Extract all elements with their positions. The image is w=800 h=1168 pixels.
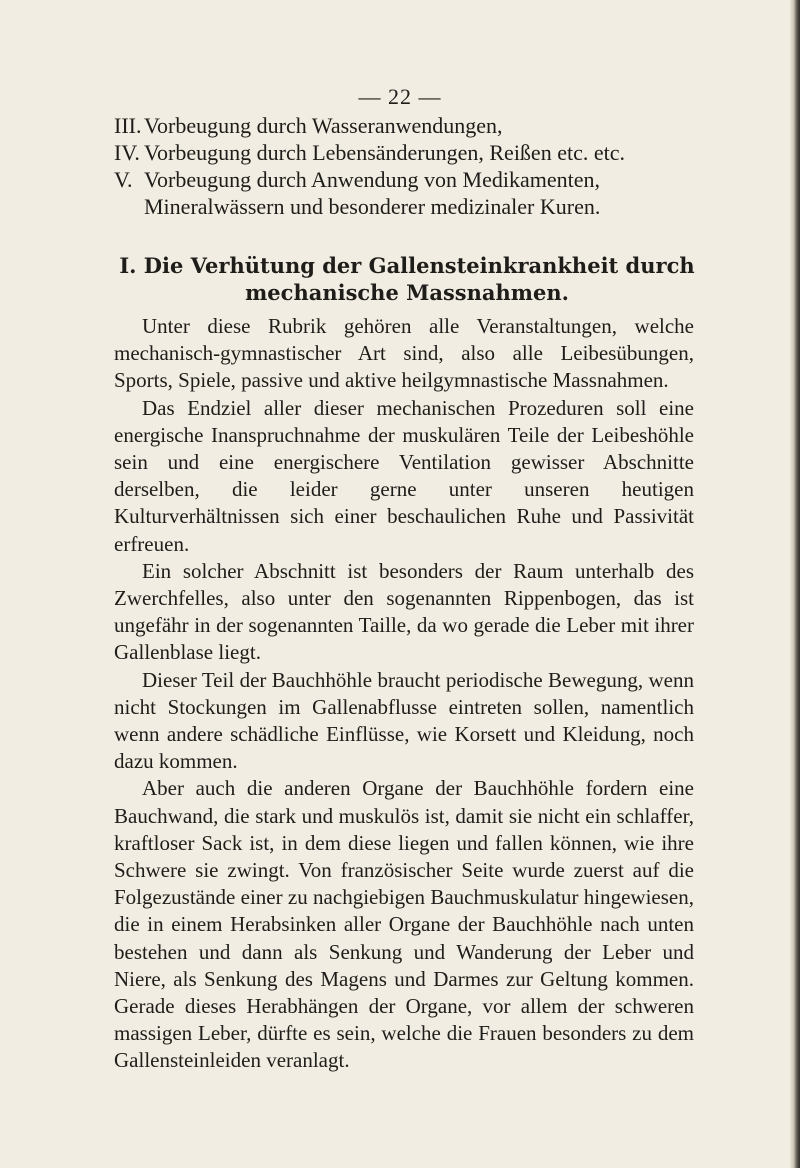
list-item-number: V. (114, 167, 133, 192)
body-text (114, 313, 694, 1075)
list-item-text: Vorbeugung durch Lebensänderungen, Reißen etc. etc. (144, 140, 625, 165)
paragraph: Unter diese Rubrik gehören alle Veranstaltungen, welche mechanisch-gymnastischer Art sind, also alle Leibesübungen, Sports, Spiele, passive und aktive heilgymnastische Massnahmen. (114, 314, 694, 393)
list-item-text: Vorbeugung durch Wasseranwendungen, (144, 113, 503, 138)
list-item (114, 112, 694, 139)
prevention-list (114, 112, 694, 220)
paragraph: Das Endziel aller dieser mechanischen Prozeduren soll eine energische Inanspruchnahme der muskulären Teile der Leibeshöhle sein und eine energischere Ventilation gewisser Abschnitte derselben, die leider gerne unter unseren heutigen Kulturverhältnissen sich einer beschaulichen Ruhe und Passivität erfreuen. (114, 395, 694, 556)
list-item (114, 139, 694, 166)
section-heading: I. Die Verhütung der Gallensteinkrankheit durch mechanische Massnahmen. (119, 253, 695, 305)
list-item-number: III. (114, 113, 142, 138)
list-item-number: IV. (114, 140, 140, 165)
list-item-text: Vorbeugung durch Anwendung von Medikamenten, Mineralwässern und besonderer medizinaler Kuren. (144, 167, 601, 219)
list-item (114, 166, 694, 220)
paragraph: Dieser Teil der Bauchhöhle braucht periodische Bewegung, wenn nicht Stockungen im Gallenabflusse eintreten sollen, namentlich wenn andere schädliche Einflüsse, wie Korsett und Kleidung, noch dazu kommen. (114, 667, 694, 774)
book-spine-shadow (790, 0, 800, 1168)
paragraph: Ein solcher Abschnitt ist besonders der Raum unterhalb des Zwerchfelles, also unter den sogenannten Rippenbogen, das ist ungefähr in der sogenannten Taille, da wo gerade die Leber mit ihrer Gallenblase liegt. (114, 558, 694, 665)
paragraph: Aber auch die anderen Organe der Bauchhöhle fordern eine Bauchwand, die stark und muskulös ist, damit sie nicht ein schlaffer, kraftloser Sack ist, in dem diese liegen und fallen können, wie ihre Schwere sie zwingt. Von französischer Seite wurde zuerst auf die Folgezustände einer zu nachgiebigen Bauchmuskulatur hingewiesen, die in einem Herabsinken aller Organe der Bauchhöhle nach unten bestehen und dann als Senkung und Wanderung der Leber und Niere, als Senkung des Magens und Darmes zur Geltung kommen. Gerade dieses Herabhängen der Organe, vor allem der schweren massigen Leber, dürfte es sein, welche die Frauen besonders zu dem Gallensteinleiden veranlagt. (114, 776, 694, 1073)
page-number: — 22 — (358, 84, 442, 109)
